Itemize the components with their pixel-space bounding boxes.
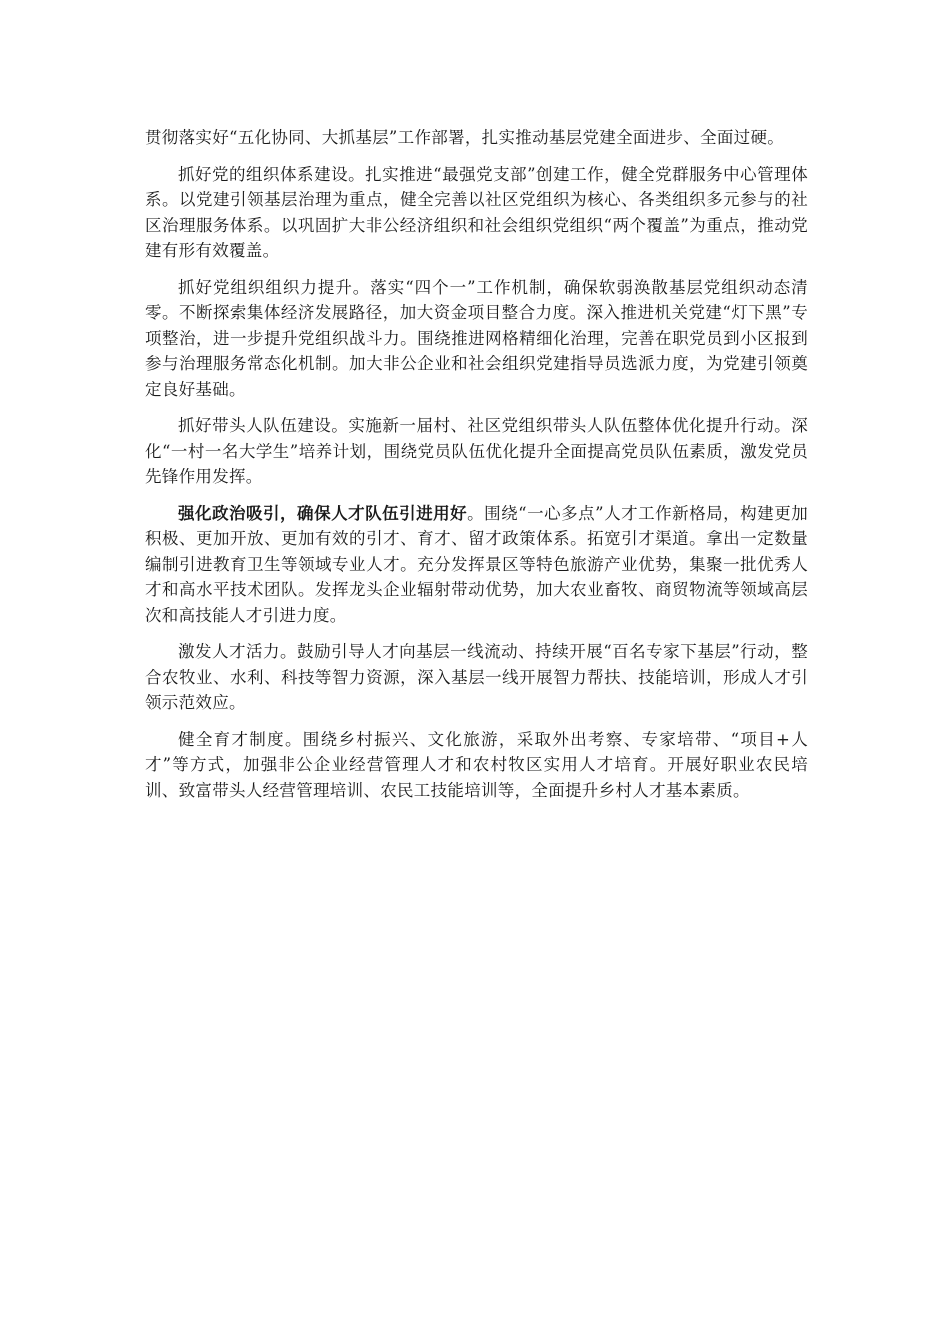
paragraph-6 bbox=[145, 639, 808, 716]
paragraph-text: 健全育才制度。围绕乡村振兴、文化旅游，采取外出考察、专家培带、“项目+人才”等方式，加强非公企业经营管理人才和农村牧区实用人才培育。开展好职业农民培训、致富带头人经营管理培训、农民工技能培训等，全面提升乡村人才基本素质。 bbox=[145, 729, 808, 800]
paragraph-text: 抓好党组织组织力提升。落实“四个一”工作机制，确保软弱涣散基层党组织动态清零。不断探索集体经济发展路径，加大资金项目整合力度。深入推进机关党建“灯下黑”专项整治，进一步提升党组织战斗力。围绕推进网格精细化治理，完善在职党员到小区报到参与治理服务常态化机制。加大非公企业和社会组织党建指导员选派力度，为党建引领奠定良好基础。 bbox=[145, 277, 808, 399]
paragraph-text: 抓好带头人队伍建设。实施新一届村、社区党组织带头人队伍整体优化提升行动。深化“一村一名大学生”培养计划，围绕党员队伍优化提升全面提高党员队伍素质，激发党员先锋作用发挥。 bbox=[145, 416, 808, 486]
paragraph-3 bbox=[145, 275, 808, 403]
paragraph-1 bbox=[145, 125, 808, 151]
document-body bbox=[145, 125, 808, 814]
paragraph-5 bbox=[145, 501, 808, 629]
paragraph-2 bbox=[145, 162, 808, 264]
paragraph-text: 激发人才活力。鼓励引导人才向基层一线流动、持续开展“百名专家下基层”行动，整合农牧业、水利、科技等智力资源，深入基层一线开展智力帮扶、技能培训，形成人才引领示范效应。 bbox=[145, 642, 808, 712]
paragraph-text: 贯彻落实好“五化协同、大抓基层”工作部署，扎实推动基层党建全面进步、全面过硬。 bbox=[145, 128, 785, 147]
section-heading: 强化政治吸引，确保人才队伍引进用好 bbox=[178, 503, 468, 523]
paragraph-7 bbox=[145, 727, 808, 804]
paragraph-text: 抓好党的组织体系建设。扎实推进“最强党支部”创建工作，健全党群服务中心管理体系。以党建引领基层治理为重点，健全完善以社区党组织为核心、各类组织多元参与的社区治理服务体系。以巩固扩大非公经济组织和社会组织党组织“两个覆盖”为重点，推动党建有形有效覆盖。 bbox=[145, 164, 808, 260]
paragraph-4 bbox=[145, 413, 808, 490]
paragraph-text: 。围绕“一心多点”人才工作新格局，构建更加积极、更加开放、更加有效的引才、育才、留才政策体系。拓宽引才渠道。拿出一定数量编制引进教育卫生等领域专业人才。充分发挥景区等特色旅游产业优势，集聚一批优秀人才和高水平技术团队。发挥龙头企业辐射带动优势，加大农业畜牧、商贸物流等领域高层次和高技能人才引进力度。 bbox=[145, 503, 808, 625]
